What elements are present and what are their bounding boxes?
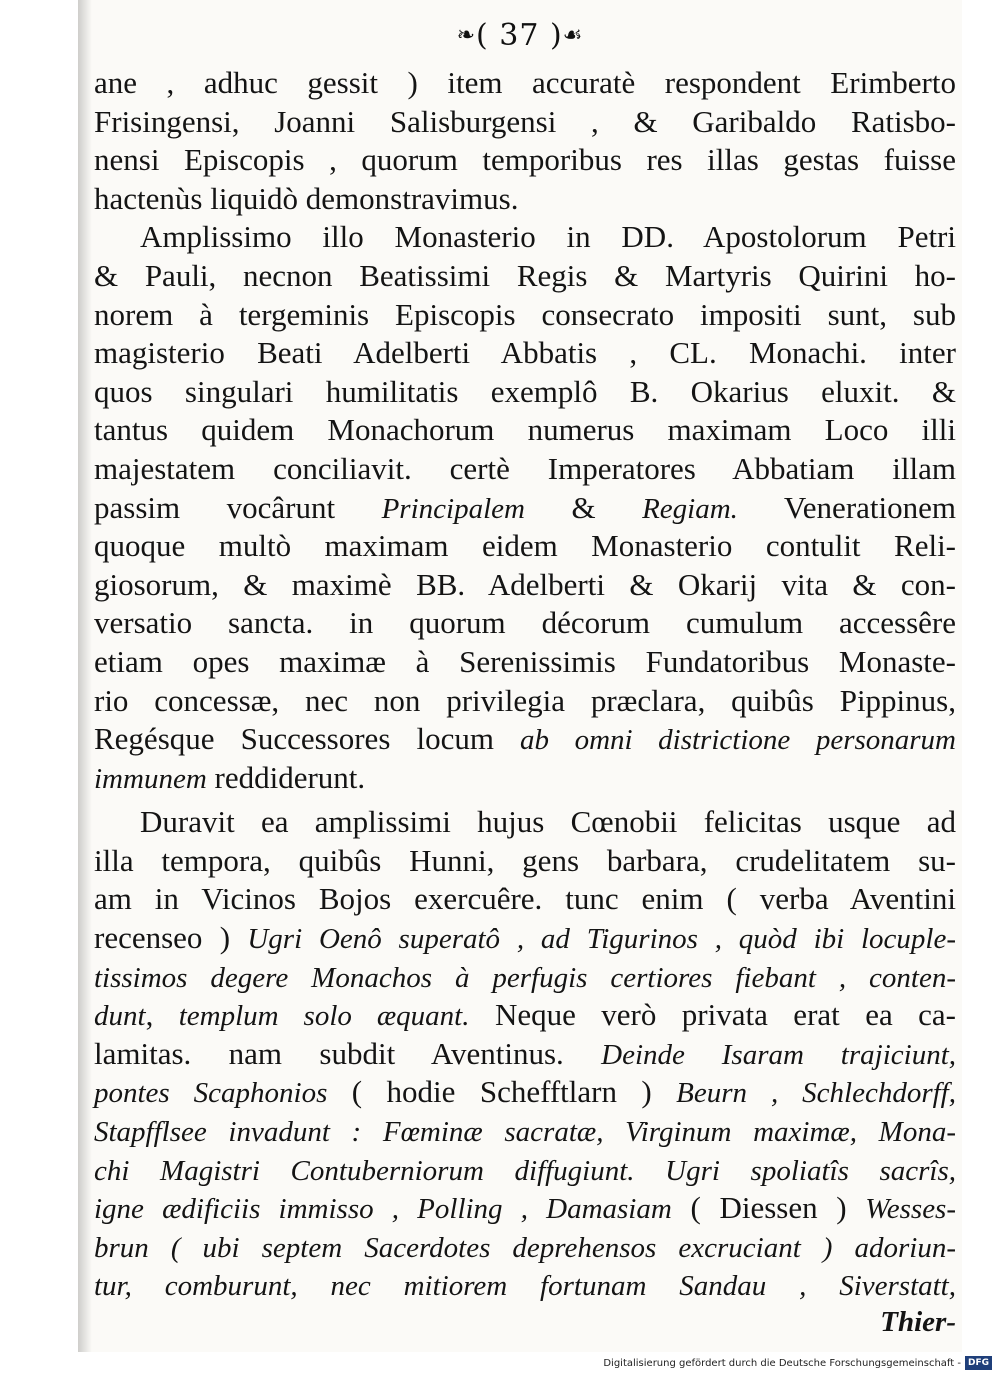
text-line <box>94 1073 956 1112</box>
text-line <box>94 1189 956 1228</box>
text-segment: Amplissimo illo Monasterio in DD. Apostolorum Petri <box>140 219 956 255</box>
text-segment: passim vocârunt <box>94 489 382 525</box>
book-page <box>78 0 962 1352</box>
text-segment: giosorum, & maximè BB. Adelberti & Okarij vita & con- <box>94 566 956 602</box>
text-segment: lamitas. nam subdit Aventinus. <box>94 1035 602 1071</box>
text-line <box>94 373 956 412</box>
text-segment: , <box>145 997 179 1033</box>
text-line <box>94 759 956 798</box>
text-segment: magisterio Beati Adelberti Abbatis , CL. Monachi. inter <box>94 335 956 371</box>
page-number: ( 37 ) <box>476 18 563 53</box>
text-segment: am in Vicinos Bojos exercuêre. tunc enim ( verba Aventini <box>94 881 956 917</box>
text-line <box>94 489 956 528</box>
text-line <box>94 919 956 958</box>
text-line <box>94 218 956 257</box>
text-line <box>94 1035 956 1074</box>
text-line <box>94 1151 956 1190</box>
text-line <box>94 720 956 759</box>
text-segment: tantus quidem Monachorum numerus maximam Loco illi <box>94 412 956 448</box>
italic-text: tur, comburunt, nec mitiorem fortunam Sandau , Siverstatt, <box>94 1270 956 1303</box>
text-line <box>94 1112 956 1151</box>
catchword: Thier- <box>880 1306 956 1338</box>
text-segment: nensi Episcopis , quorum temporibus res illas gestas fuisse <box>94 142 956 178</box>
text-line <box>94 842 956 881</box>
text-segment: ( Diessen ) <box>671 1190 866 1226</box>
italic-text: immunem <box>94 762 207 795</box>
text-line <box>94 141 956 180</box>
text-line <box>94 803 956 842</box>
text-line <box>94 682 956 721</box>
text-segment: reddiderunt. <box>206 759 366 795</box>
text-segment: hactenùs liquidò demonstravimus. <box>94 180 519 216</box>
italic-text: brun ( ubi septem Sacerdotes deprehensos excruciant ) adoriun- <box>94 1231 956 1264</box>
italic-text: tissimos degere Monachos à perfugis certiores fiebant , conten- <box>94 961 956 994</box>
italic-text: chi Magistri Contuberniorum diffugiunt. Ugri spoliatîs sacrîs, <box>94 1154 956 1187</box>
text-segment: Duravit ea amplissimi hujus Cœnobii felicitas usque ad <box>140 804 956 840</box>
text-segment: majestatem conciliavit. certè Imperatores Abbatiam illam <box>94 450 956 486</box>
italic-text: Principalem <box>381 492 525 525</box>
text-segment: quoque multò maximam eidem Monasterio contulit Reli- <box>94 528 956 564</box>
text-segment: & <box>524 489 643 525</box>
body-text <box>94 64 956 1305</box>
text-segment: Venerationem <box>737 489 956 525</box>
text-line <box>94 996 956 1035</box>
text-line <box>94 334 956 373</box>
italic-text: Regiam. <box>642 492 738 525</box>
text-line <box>94 643 956 682</box>
text-line <box>94 103 956 142</box>
text-line <box>94 880 956 919</box>
digitization-footer <box>603 1355 992 1371</box>
dfg-logo: DFG <box>965 1356 992 1370</box>
text-line <box>94 450 956 489</box>
text-segment: etiam opes maximæ à Serenissimis Fundatoribus Monaste- <box>94 643 956 679</box>
text-line <box>94 296 956 335</box>
text-line <box>94 64 956 103</box>
italic-text: Stapfflsee invadunt : Fœminæ sacratæ, Virginum maximæ, Mona- <box>94 1116 956 1149</box>
text-line <box>94 527 956 566</box>
text-segment: ( hodie Schefftlarn ) <box>327 1074 677 1110</box>
italic-text: dunt <box>94 1000 146 1033</box>
text-line <box>94 1266 956 1305</box>
italic-text: Wesses- <box>865 1193 957 1226</box>
italic-text: Deinde Isaram trajiciunt, <box>601 1038 957 1071</box>
italic-text: Ugri Oenô superatô , ad Tigurinos , quòd ibi locuple- <box>247 923 956 956</box>
footer-text: Digitalisierung gefördert durch die Deutsche Forschungsgemeinschaft - <box>603 1357 961 1369</box>
text-segment: versatio sancta. in quorum décorum cumulum accessêre <box>94 605 956 641</box>
right-ornament-icon: ☙ <box>562 23 584 48</box>
text-segment: recenseo ) <box>94 920 248 956</box>
text-line <box>94 1228 956 1267</box>
left-ornament-icon: ❧ <box>456 23 477 48</box>
text-line <box>94 180 956 219</box>
text-segment: ane , adhuc gessit ) item accuratè respondent Erimberto <box>94 65 956 100</box>
italic-text: Beurn , Schlechdorff, <box>676 1077 956 1110</box>
italic-text: igne ædificiis immisso , Polling , Damasiam <box>94 1193 672 1226</box>
text-segment: Neque verò privata erat ea ca- <box>469 997 956 1033</box>
text-line <box>94 411 956 450</box>
running-head <box>78 18 962 53</box>
text-segment: illa tempora, quibûs Hunni, gens barbara, crudelitatem su- <box>94 842 956 878</box>
text-line <box>94 566 956 605</box>
italic-text: ab omni districtione personarum <box>520 724 956 757</box>
text-segment: Regésque Successores locum <box>94 721 521 757</box>
text-segment: & Pauli, necnon Beatissimi Regis & Martyris Quirini ho- <box>94 257 956 293</box>
text-segment: Frisingensi, Joanni Salisburgensi , & Garibaldo Ratisbo- <box>94 103 956 139</box>
text-segment: rio concessæ, nec non privilegia præclara, quibûs Pippinus, <box>94 682 956 718</box>
text-line <box>94 958 956 997</box>
text-line <box>94 604 956 643</box>
italic-text: pontes Scaphonios <box>94 1077 328 1110</box>
text-line <box>94 257 956 296</box>
text-segment: norem à tergeminis Episcopis consecrato impositi sunt, sub <box>94 296 956 332</box>
italic-text: templum solo æquant. <box>178 1000 470 1033</box>
text-segment: quos singulari humilitatis exemplô B. Okarius eluxit. & <box>94 373 956 409</box>
